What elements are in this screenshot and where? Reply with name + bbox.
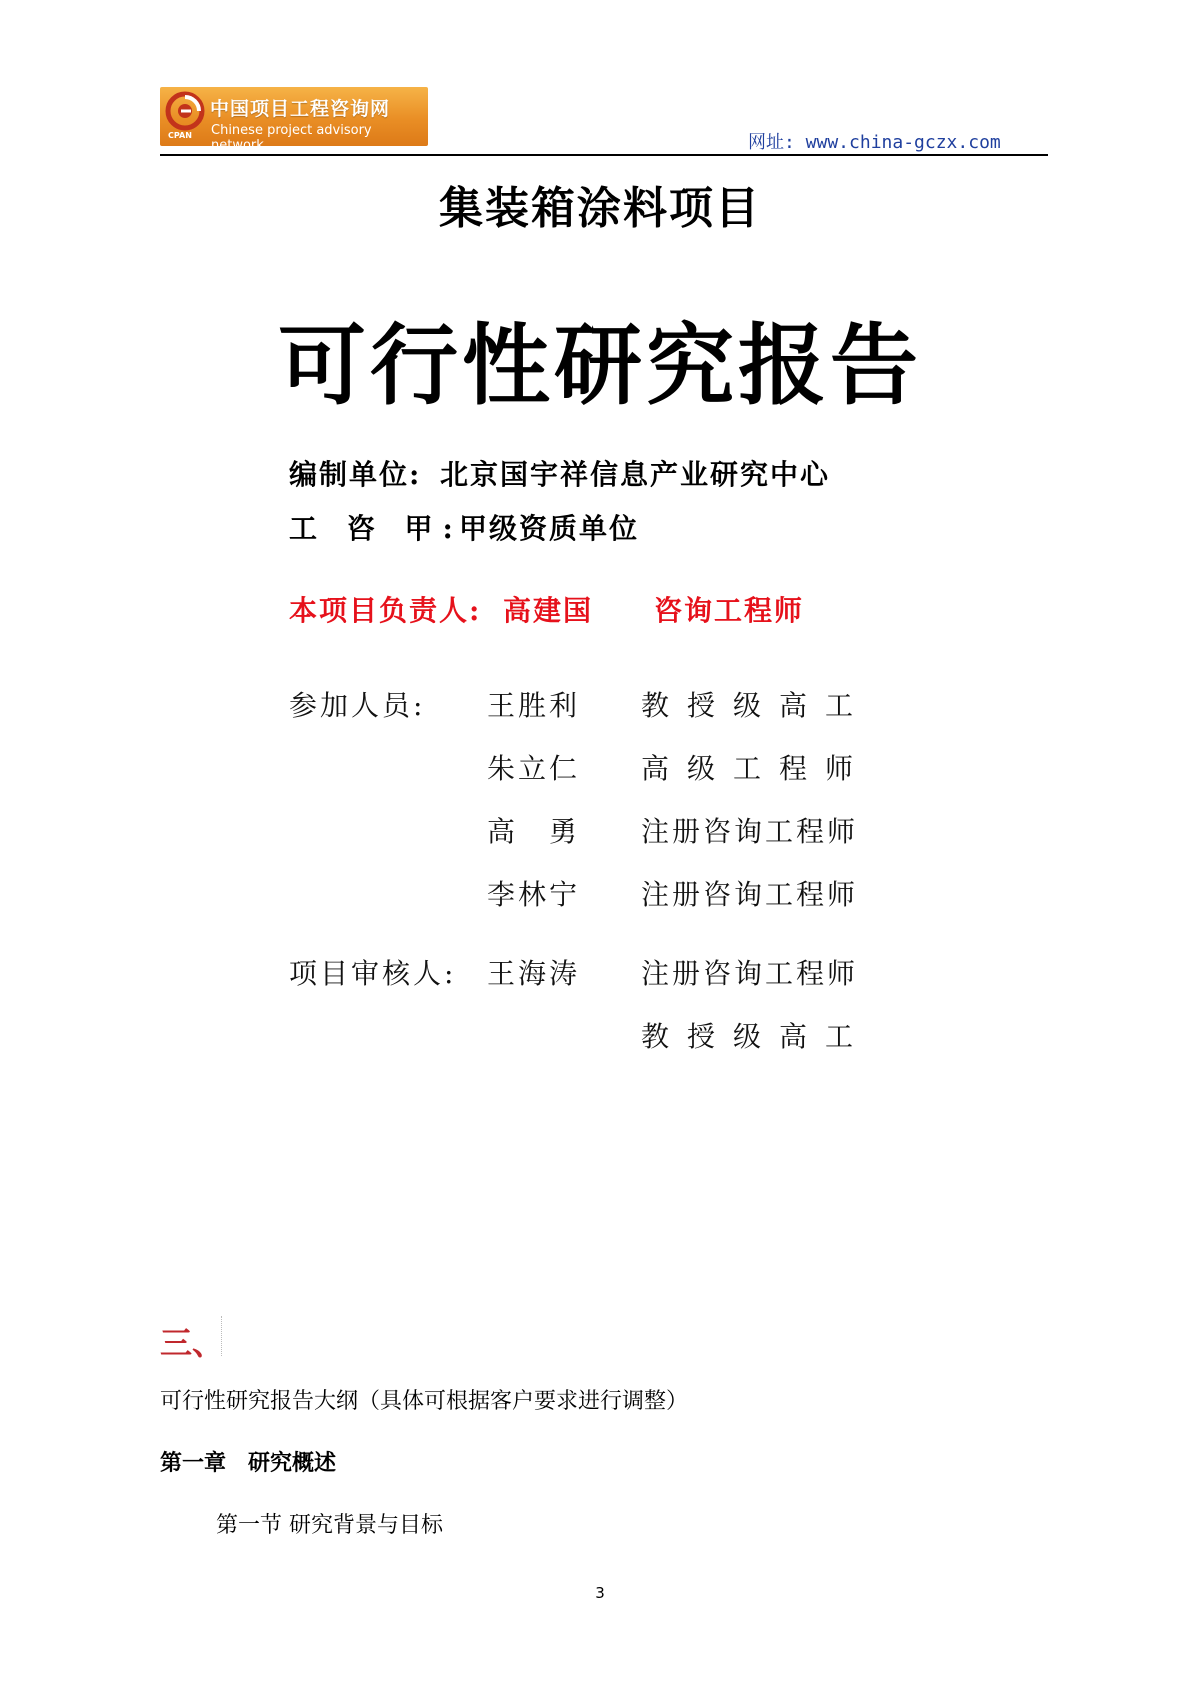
qualification-label: 工 咨 甲: [289,512,463,545]
compiler-value: 北京国宇祥信息产业研究中心 [440,458,831,491]
reviewer-label: 项目审核人: [289,957,457,990]
chapter-heading: 第一章 研究概述 [160,1451,337,1476]
participant-title: 教授级高工 [641,689,872,722]
participant-name: 王胜利 [487,689,581,722]
section-number: 三、 [160,1324,225,1362]
logo-name-cn: 中国项目工程咨询网 [210,98,391,120]
reviewer-title: 教授级高工 [641,1020,872,1053]
logo-badge: CPAN [168,131,192,140]
site-logo [160,87,428,153]
outline-intro: 可行性研究报告大纲（具体可根据客户要求进行调整） [160,1389,689,1414]
website-url[interactable]: 网址: www.china-gczx.com [748,132,1001,153]
project-title: 集装箱涂料项目 [439,183,761,234]
lead-title: 咨询工程师 [654,594,805,627]
participant-title: 注册咨询工程师 [641,815,859,848]
lead-label: 本项目负责人: [289,594,482,627]
cpan-swirl-icon [165,91,205,131]
section-heading: 第一节 研究背景与目标 [216,1513,443,1538]
participant-name: 高 勇 [487,815,581,848]
page-number: 3 [595,1584,605,1602]
header-divider [160,154,1048,156]
reviewer-name: 王海涛 [487,957,581,990]
participants-label: 参加人员: [289,689,426,722]
qualification-value: 甲级资质单位 [459,512,640,545]
participant-title: 高级工程师 [641,752,872,785]
participant-name: 李林宁 [487,878,581,911]
compiler-label: 编制单位: [289,458,422,491]
logo-name-en: Chinese project advisory network [211,123,372,153]
participant-title: 注册咨询工程师 [641,878,859,911]
section-number-frame [218,1316,222,1356]
reviewer-title: 注册咨询工程师 [641,957,859,990]
report-title: 可行性研究报告 [277,314,922,417]
lead-name: 高建国 [503,594,594,627]
participant-name: 朱立仁 [487,752,581,785]
